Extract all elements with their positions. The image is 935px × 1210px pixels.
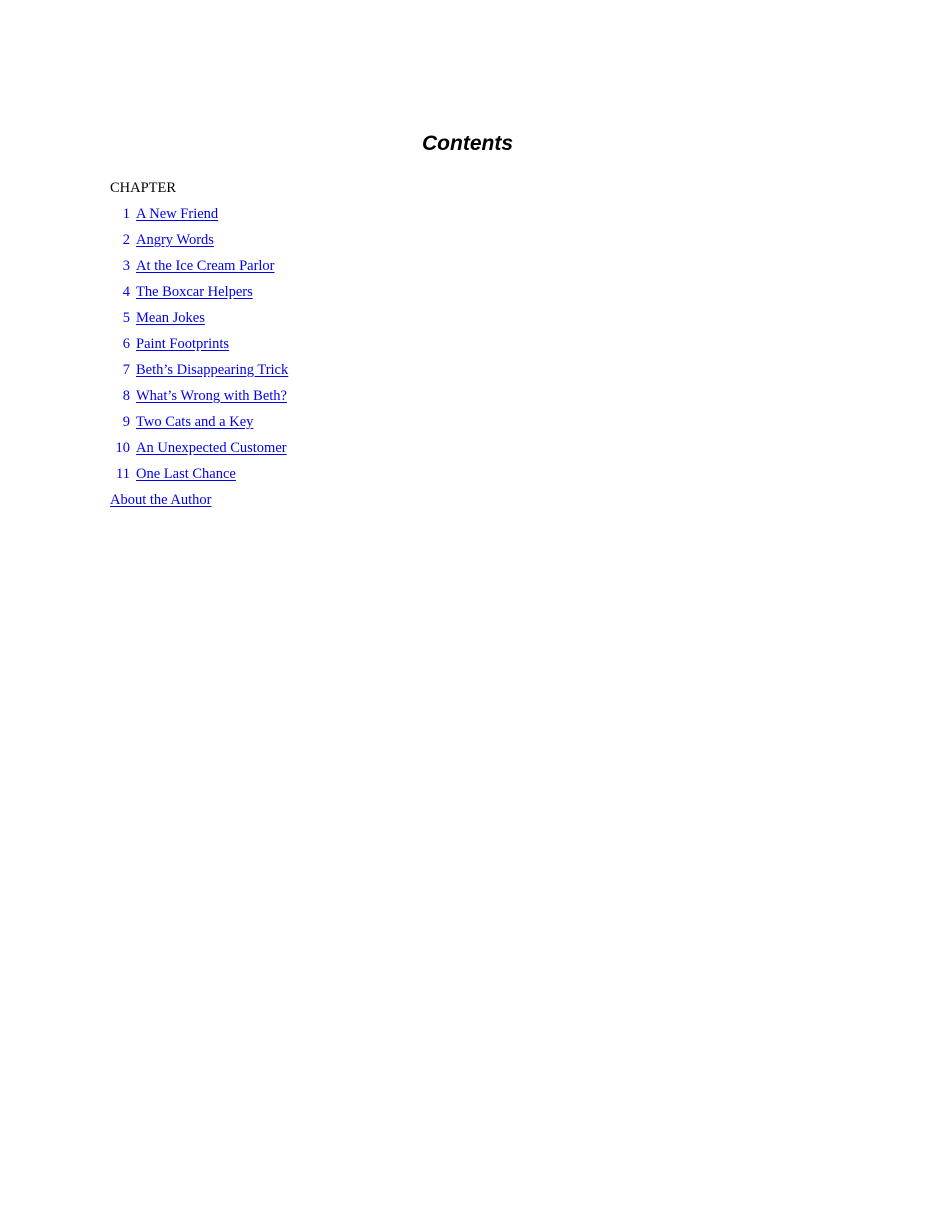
chapter-title: Paint Footprints [136,336,230,352]
toc-item-chapter-3 [110,256,288,282]
toc-item-chapter-1 [110,204,288,230]
chapter-number: 3 [122,258,130,274]
chapter-number: 8 [122,388,130,404]
chapter-title: Beth’s Disappearing Trick [136,362,289,378]
chapter-number: 11 [116,466,130,482]
toc-item-chapter-9 [110,412,288,438]
toc-item-chapter-5 [110,308,288,334]
toc-item-chapter-4 [110,282,288,308]
toc-link-chapter-1[interactable] [110,206,218,222]
toc-link-chapter-6[interactable] [110,336,229,352]
toc-link-chapter-11[interactable] [110,466,236,482]
toc-link-chapter-4[interactable] [110,284,253,300]
chapter-title: One Last Chance [136,466,236,482]
toc-link-chapter-10[interactable] [110,440,287,456]
toc-link-chapter-8[interactable] [110,388,287,404]
toc-item-chapter-8 [110,386,288,412]
chapter-title: What’s Wrong with Beth? [136,388,287,404]
chapter-title: An Unexpected Customer [136,440,287,456]
chapter-number: 9 [122,414,130,430]
chapter-number: 4 [122,284,130,300]
chapter-number: 10 [115,440,130,456]
toc-item-chapter-2 [110,230,288,256]
chapter-heading: CHAPTER [110,180,177,196]
toc-link-chapter-5[interactable] [110,310,205,326]
toc-link-chapter-3[interactable] [110,258,275,274]
chapter-number: 6 [122,336,130,352]
toc-item-chapter-10 [110,438,288,464]
chapter-title: A New Friend [136,206,219,222]
toc-item-about-author [110,490,288,516]
toc-item-chapter-7 [110,360,288,386]
toc-link-chapter-9[interactable] [110,414,253,430]
toc-item-chapter-11 [110,464,288,490]
toc-link-chapter-2[interactable] [110,232,214,248]
page-title: Contents [422,132,513,155]
chapter-title: Angry Words [136,232,214,248]
toc-link-chapter-7[interactable] [110,362,288,378]
about-the-author-link[interactable]: About the Author [110,492,212,508]
chapter-title: Mean Jokes [136,310,205,326]
chapter-number: 7 [122,362,130,378]
chapter-title: Two Cats and a Key [136,414,254,430]
chapter-number: 5 [122,310,130,326]
toc-item-chapter-6 [110,334,288,360]
chapter-title: The Boxcar Helpers [136,284,253,300]
chapter-title: At the Ice Cream Parlor [136,258,275,274]
chapter-number: 1 [122,206,130,222]
table-of-contents [110,204,288,516]
chapter-number: 2 [122,232,130,248]
